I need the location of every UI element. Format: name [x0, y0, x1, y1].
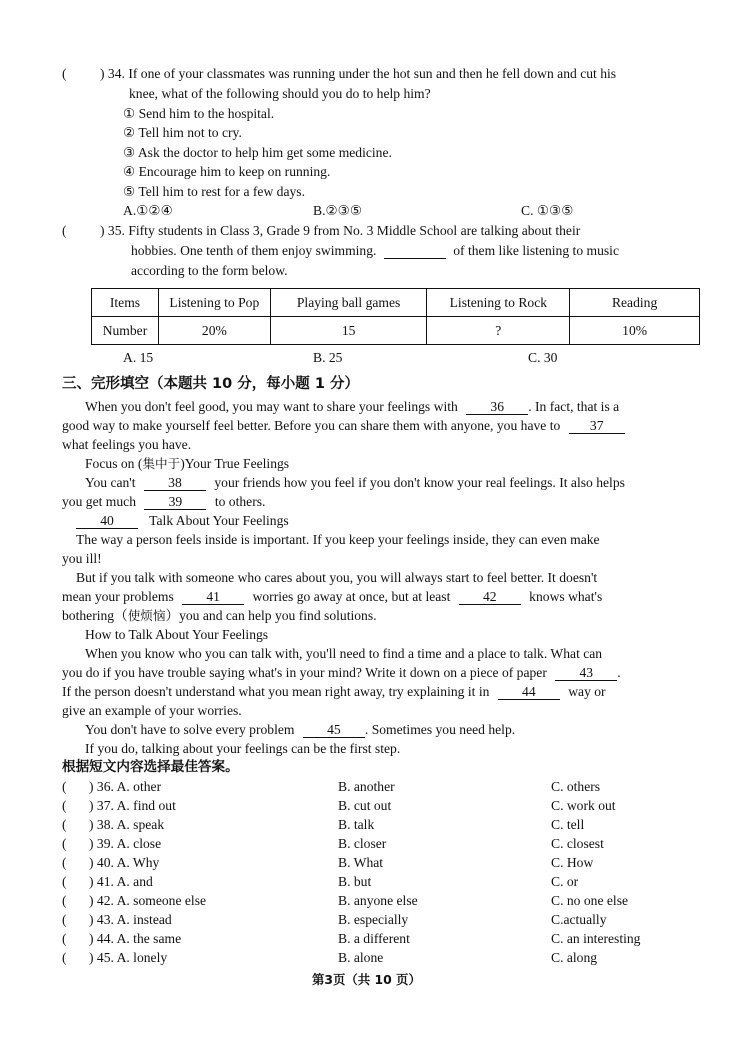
q34-option-c: C. ①③⑤ [521, 203, 574, 218]
passage-line-9 [62, 587, 602, 606]
answer-a: ) 38. A. speak [89, 817, 165, 832]
answer-b: B. alone [338, 950, 384, 965]
hobbies-table [91, 288, 700, 345]
passage-text: )Your True Feelings [180, 456, 290, 471]
answer-a: ) 42. A. someone else [89, 893, 207, 908]
answer-c: C.actually [551, 912, 607, 927]
passage-text: mean your problems [62, 589, 174, 604]
talk-heading [76, 511, 289, 530]
table-header-cell: Playing ball games [270, 289, 427, 317]
q35-line2-b: of them like listening to music [453, 243, 619, 258]
table-cell: Number [92, 317, 159, 345]
passage-text: way or [568, 684, 606, 699]
q35-line2-a: hobbies. One tenth of them enjoy swimming. [131, 243, 377, 258]
answer-c: C. or [551, 874, 579, 889]
table-header-cell: Reading [570, 289, 700, 317]
passage-line-1 [85, 397, 619, 416]
q34-line1: ) 34. If one of your classmates was running under the hot sun and then he fell down and cut his [100, 66, 617, 81]
table-cell: ? [427, 317, 570, 345]
blank-41: 41 [182, 589, 244, 605]
answer-paren: ( [62, 779, 67, 794]
passage-text: . In fact, that is a [528, 399, 620, 414]
passage-text: You can't [85, 475, 136, 490]
blank-39: 39 [144, 494, 206, 510]
table-header-row [92, 289, 700, 317]
passage-line-3: what feelings you have. [62, 437, 192, 452]
blank-40: 40 [76, 513, 138, 529]
answer-paren: ( [62, 836, 67, 851]
table-row [92, 317, 700, 345]
passage-line-4 [85, 473, 625, 492]
passage-text: worries go away at once, but at least [252, 589, 451, 604]
answer-paren: ( [62, 950, 67, 965]
answer-paren: ( [62, 855, 67, 870]
q35-blank [384, 243, 446, 259]
answer-a: ) 41. A. and [89, 874, 153, 889]
q34-item-1: ① Send him to the hospital. [123, 106, 275, 121]
answer-c: C. work out [551, 798, 616, 813]
answer-c: C. tell [551, 817, 585, 832]
q35-option-b: B. 25 [313, 350, 343, 365]
answer-b: B. especially [338, 912, 409, 927]
passage-text: you get much [62, 494, 136, 509]
answer-b: B. a different [338, 931, 410, 946]
passage-text: knows what's [529, 589, 603, 604]
answer-c: C. closest [551, 836, 604, 851]
q35-line2 [131, 241, 619, 260]
table-header-cell: Listening to Pop [158, 289, 270, 317]
passage-line-6: The way a person feels inside is important. If you keep your feelings inside, they can even make [76, 532, 600, 547]
blank-45: 45 [303, 722, 365, 738]
answer-paren: ( [62, 931, 67, 946]
answer-b: B. cut out [338, 798, 392, 813]
passage-line-14: give an example of your worries. [62, 703, 242, 718]
q34-item-4: ④ Encourage him to keep on running. [123, 164, 331, 179]
answer-paren: ( [62, 912, 67, 927]
answer-a: ) 44. A. the same [89, 931, 182, 946]
focus-heading [85, 454, 289, 473]
answer-c: C. along [551, 950, 598, 965]
blank-38: 38 [144, 475, 206, 491]
q34-option-b: B.②③⑤ [313, 203, 363, 218]
blank-37: 37 [569, 418, 625, 434]
passage-text: ）you and can help you find solutions. [165, 608, 377, 623]
table-header-cell: Listening to Rock [427, 289, 570, 317]
answer-a: ) 40. A. Why [89, 855, 160, 870]
passage-text: Talk About Your Feelings [149, 513, 289, 528]
q35-line3: according to the form below. [131, 263, 288, 278]
answer-b: B. What [338, 855, 384, 870]
blank-44: 44 [498, 684, 560, 700]
q34-item-3: ③ Ask the doctor to help him get some medicine. [123, 145, 392, 160]
answer-paren: ( [62, 874, 67, 889]
passage-text: bothering（ [62, 608, 128, 623]
answer-c: C. no one else [551, 893, 629, 908]
passage-text: When you don't feel good, you may want to share your feelings with [85, 399, 458, 414]
blank-42: 42 [459, 589, 521, 605]
passage-line-10 [62, 606, 377, 625]
section-title: 三、完形填空（本题共 10 分，每小题 1 分） [62, 376, 359, 392]
how-heading: How to Talk About Your Feelings [85, 627, 269, 642]
passage-text: good way to make yourself feel better. Before you can share them with anyone, you have to [62, 418, 561, 433]
passage-line-11: When you know who you can talk with, you'll need to find a time and a place to talk. What can [85, 646, 603, 661]
passage-text: . [617, 665, 621, 680]
passage-line-15 [85, 720, 515, 739]
passage-line-8: But if you talk with someone who cares about you, you will always start to feel better. It doesn't [76, 570, 598, 585]
answer-a: ) 39. A. close [89, 836, 162, 851]
answer-c: C. How [551, 855, 594, 870]
passage-line-5 [62, 492, 265, 511]
passage-text: to others. [214, 494, 266, 509]
answer-c: C. an interesting [551, 931, 641, 946]
passage-line-7: you ill! [62, 551, 102, 566]
q35-paren: ( [62, 223, 67, 238]
answer-b: B. talk [338, 817, 375, 832]
passage-text: If the person doesn't understand what you mean right away, try explaining it in [62, 684, 490, 699]
passage-line-16: If you do, talking about your feelings can be the first step. [85, 741, 401, 756]
q35-line1: ) 35. Fifty students in Class 3, Grade 9 from No. 3 Middle School are talking about their [100, 223, 581, 238]
q34-option-a: A.①②④ [123, 203, 173, 218]
answer-a: ) 45. A. lonely [89, 950, 168, 965]
table-cell: 20% [158, 317, 270, 345]
chinese-gloss: 集中于 [142, 456, 181, 471]
answer-b: B. but [338, 874, 372, 889]
answer-paren: ( [62, 817, 67, 832]
q34-paren: ( [62, 66, 67, 81]
instruction: 根据短文内容选择最佳答案。 [62, 759, 239, 775]
passage-text: You don't have to solve every problem [85, 722, 295, 737]
answer-a: ) 36. A. other [89, 779, 162, 794]
answer-b: B. anyone else [338, 893, 418, 908]
answer-b: B. another [338, 779, 395, 794]
table-cell: 10% [570, 317, 700, 345]
passage-line-12 [62, 663, 621, 682]
q34-line2: knee, what of the following should you do to help him? [129, 86, 431, 101]
blank-36: 36 [466, 399, 528, 415]
chinese-gloss: 使烦恼 [127, 608, 166, 623]
page-footer: 第3页（共 10 页） [312, 972, 421, 987]
passage-line-2 [62, 416, 625, 435]
answer-paren: ( [62, 893, 67, 908]
table-header-cell: Items [92, 289, 159, 317]
passage-text: your friends how you feel if you don't know your real feelings. It also helps [214, 475, 625, 490]
q35-option-a: A. 15 [123, 350, 154, 365]
answer-a: ) 37. A. find out [89, 798, 176, 813]
answer-c: C. others [551, 779, 601, 794]
q34-item-2: ② Tell him not to cry. [123, 125, 242, 140]
table-cell: 15 [270, 317, 427, 345]
passage-text: . Sometimes you need help. [364, 722, 516, 737]
answer-b: B. closer [338, 836, 387, 851]
passage-line-13 [62, 682, 606, 701]
answer-a: ) 43. A. instead [89, 912, 172, 927]
passage-text: Focus on ( [85, 456, 143, 471]
q35-option-c: C. 30 [528, 350, 558, 365]
passage-text: you do if you have trouble saying what's in your mind? Write it down on a piece of paper [62, 665, 547, 680]
answer-paren: ( [62, 798, 67, 813]
q34-item-5: ⑤ Tell him to rest for a few days. [123, 184, 305, 199]
blank-43: 43 [555, 665, 617, 681]
